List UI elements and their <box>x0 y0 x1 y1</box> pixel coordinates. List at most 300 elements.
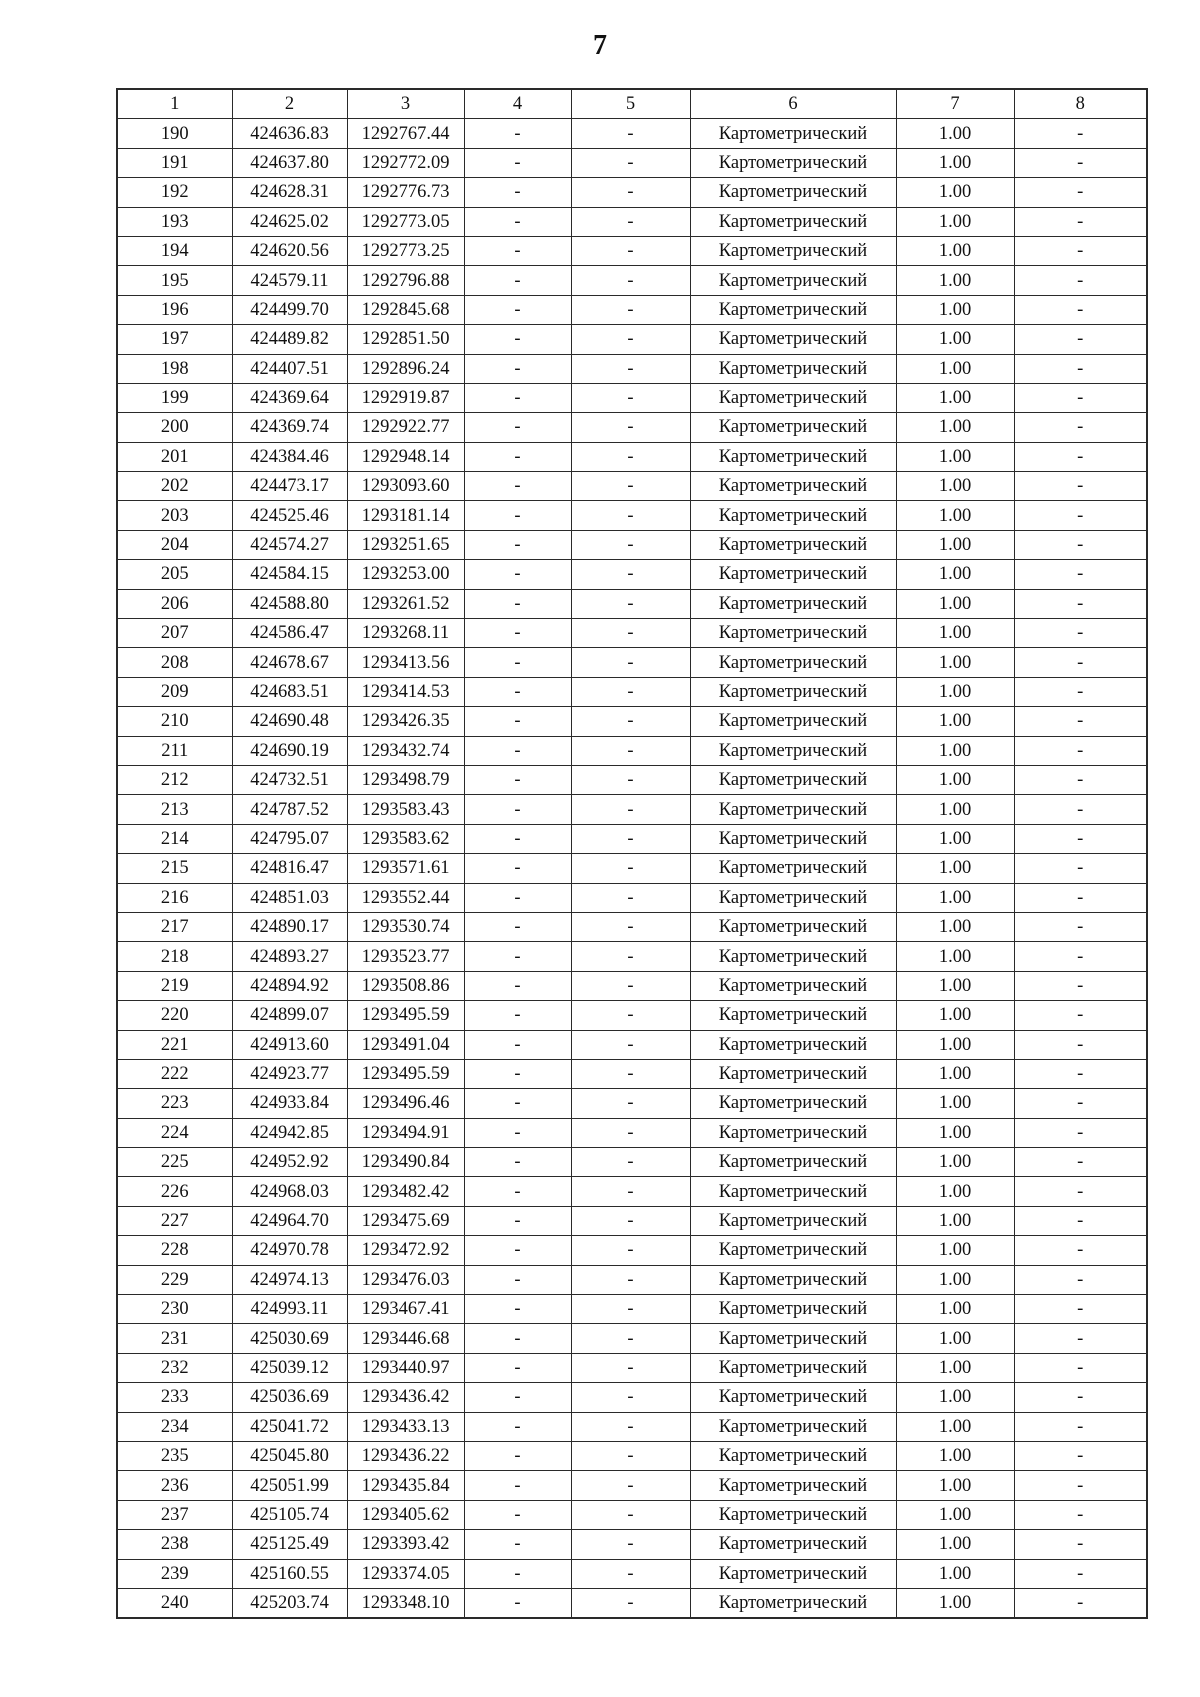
coord-x-cell: 424588.80 <box>232 589 347 618</box>
accuracy-cell: 1.00 <box>896 354 1014 383</box>
coord-x-cell: 424993.11 <box>232 1295 347 1324</box>
col-5-cell: - <box>571 707 690 736</box>
coord-y-cell: 1293495.59 <box>347 1001 464 1030</box>
point-number-cell: 225 <box>117 1148 232 1177</box>
method-cell: Картометрический <box>690 560 896 589</box>
col-8-cell: - <box>1014 1441 1147 1470</box>
coord-x-cell: 425030.69 <box>232 1324 347 1353</box>
col-4-cell: - <box>464 354 571 383</box>
table-row <box>117 295 1147 324</box>
coord-x-cell: 424970.78 <box>232 1236 347 1265</box>
method-cell: Картометрический <box>690 1383 896 1412</box>
point-number-cell: 231 <box>117 1324 232 1353</box>
col-8-cell: - <box>1014 354 1147 383</box>
table-row <box>117 1500 1147 1529</box>
col-4-cell: - <box>464 472 571 501</box>
col-8-cell: - <box>1014 1177 1147 1206</box>
method-cell: Картометрический <box>690 677 896 706</box>
table-row <box>117 266 1147 295</box>
point-number-cell: 221 <box>117 1030 232 1059</box>
coord-y-cell: 1293491.04 <box>347 1030 464 1059</box>
table-row <box>117 824 1147 853</box>
method-cell: Картометрический <box>690 1148 896 1177</box>
col-5-cell: - <box>571 795 690 824</box>
coordinates-table <box>116 88 1148 1619</box>
accuracy-cell: 1.00 <box>896 560 1014 589</box>
point-number-cell: 224 <box>117 1118 232 1147</box>
point-number-cell: 230 <box>117 1295 232 1324</box>
table-row <box>117 325 1147 354</box>
table-row <box>117 383 1147 412</box>
table-row <box>117 148 1147 177</box>
coord-x-cell: 424678.67 <box>232 648 347 677</box>
coord-y-cell: 1293583.43 <box>347 795 464 824</box>
col-5-cell: - <box>571 736 690 765</box>
coord-y-cell: 1293268.11 <box>347 619 464 648</box>
col-4-cell: - <box>464 677 571 706</box>
point-number-cell: 227 <box>117 1206 232 1235</box>
coord-x-cell: 424369.74 <box>232 413 347 442</box>
col-4-cell: - <box>464 1089 571 1118</box>
col-4-cell: - <box>464 1559 571 1588</box>
coord-y-cell: 1293571.61 <box>347 854 464 883</box>
coord-y-cell: 1293253.00 <box>347 560 464 589</box>
coord-y-cell: 1293496.46 <box>347 1089 464 1118</box>
table-row <box>117 1383 1147 1412</box>
method-cell: Картометрический <box>690 413 896 442</box>
coord-x-cell: 425105.74 <box>232 1500 347 1529</box>
accuracy-cell: 1.00 <box>896 1412 1014 1441</box>
method-cell: Картометрический <box>690 912 896 941</box>
table-row <box>117 765 1147 794</box>
point-number-cell: 234 <box>117 1412 232 1441</box>
col-5-cell: - <box>571 1265 690 1294</box>
point-number-cell: 220 <box>117 1001 232 1030</box>
accuracy-cell: 1.00 <box>896 1559 1014 1588</box>
coord-y-cell: 1293508.86 <box>347 971 464 1000</box>
coord-y-cell: 1293583.62 <box>347 824 464 853</box>
col-8-cell: - <box>1014 413 1147 442</box>
coord-x-cell: 424625.02 <box>232 207 347 236</box>
accuracy-cell: 1.00 <box>896 1089 1014 1118</box>
col-4-cell: - <box>464 413 571 442</box>
col-8-cell: - <box>1014 1030 1147 1059</box>
accuracy-cell: 1.00 <box>896 677 1014 706</box>
method-cell: Картометрический <box>690 148 896 177</box>
table-row <box>117 442 1147 471</box>
coord-x-cell: 424894.92 <box>232 971 347 1000</box>
col-8-cell: - <box>1014 383 1147 412</box>
point-number-cell: 190 <box>117 119 232 148</box>
col-4-cell: - <box>464 736 571 765</box>
col-8-cell: - <box>1014 942 1147 971</box>
point-number-cell: 215 <box>117 854 232 883</box>
accuracy-cell: 1.00 <box>896 971 1014 1000</box>
accuracy-cell: 1.00 <box>896 1500 1014 1529</box>
point-number-cell: 219 <box>117 971 232 1000</box>
col-4-cell: - <box>464 589 571 618</box>
col-4-cell: - <box>464 1412 571 1441</box>
col-4-cell: - <box>464 971 571 1000</box>
col-8-cell: - <box>1014 1559 1147 1588</box>
coord-x-cell: 425125.49 <box>232 1530 347 1559</box>
coord-y-cell: 1293494.91 <box>347 1118 464 1147</box>
coord-x-cell: 424489.82 <box>232 325 347 354</box>
coord-x-cell: 424369.64 <box>232 383 347 412</box>
accuracy-cell: 1.00 <box>896 1206 1014 1235</box>
table-row <box>117 119 1147 148</box>
method-cell: Картометрический <box>690 883 896 912</box>
table-row <box>117 1089 1147 1118</box>
coord-x-cell: 424690.48 <box>232 707 347 736</box>
point-number-cell: 223 <box>117 1089 232 1118</box>
accuracy-cell: 1.00 <box>896 413 1014 442</box>
method-cell: Картометрический <box>690 1206 896 1235</box>
coord-x-cell: 424952.92 <box>232 1148 347 1177</box>
col-8-cell: - <box>1014 472 1147 501</box>
header-row <box>117 89 1147 119</box>
table-header <box>117 89 1147 119</box>
point-number-cell: 205 <box>117 560 232 589</box>
accuracy-cell: 1.00 <box>896 765 1014 794</box>
coord-x-cell: 424964.70 <box>232 1206 347 1235</box>
coord-y-cell: 1293495.59 <box>347 1059 464 1088</box>
accuracy-cell: 1.00 <box>896 119 1014 148</box>
coord-y-cell: 1293432.74 <box>347 736 464 765</box>
accuracy-cell: 1.00 <box>896 148 1014 177</box>
coord-y-cell: 1293482.42 <box>347 1177 464 1206</box>
col-8-cell: - <box>1014 1089 1147 1118</box>
col-8-cell: - <box>1014 1236 1147 1265</box>
col-8-cell: - <box>1014 1295 1147 1324</box>
point-number-cell: 237 <box>117 1500 232 1529</box>
coord-x-cell: 424913.60 <box>232 1030 347 1059</box>
col-8-cell: - <box>1014 1471 1147 1500</box>
point-number-cell: 208 <box>117 648 232 677</box>
table-row <box>117 1118 1147 1147</box>
coord-y-cell: 1293475.69 <box>347 1206 464 1235</box>
coord-x-cell: 424968.03 <box>232 1177 347 1206</box>
col-5-cell: - <box>571 1148 690 1177</box>
table-row <box>117 1148 1147 1177</box>
method-cell: Картометрический <box>690 765 896 794</box>
method-cell: Картометрический <box>690 1471 896 1500</box>
col-8-cell: - <box>1014 619 1147 648</box>
accuracy-cell: 1.00 <box>896 207 1014 236</box>
table-row <box>117 530 1147 559</box>
col-4-cell: - <box>464 1148 571 1177</box>
col-4-cell: - <box>464 1265 571 1294</box>
point-number-cell: 191 <box>117 148 232 177</box>
col-4-cell: - <box>464 148 571 177</box>
table-row <box>117 1206 1147 1235</box>
accuracy-cell: 1.00 <box>896 1059 1014 1088</box>
accuracy-cell: 1.00 <box>896 472 1014 501</box>
col-5-cell: - <box>571 236 690 265</box>
accuracy-cell: 1.00 <box>896 854 1014 883</box>
col-5-cell: - <box>571 824 690 853</box>
col-4-cell: - <box>464 1530 571 1559</box>
method-cell: Картометрический <box>690 1001 896 1030</box>
column-header-5: 5 <box>571 89 690 119</box>
method-cell: Картометрический <box>690 1265 896 1294</box>
coord-y-cell: 1292796.88 <box>347 266 464 295</box>
col-5-cell: - <box>571 1206 690 1235</box>
accuracy-cell: 1.00 <box>896 736 1014 765</box>
point-number-cell: 192 <box>117 178 232 207</box>
point-number-cell: 194 <box>117 236 232 265</box>
col-5-cell: - <box>571 119 690 148</box>
col-8-cell: - <box>1014 1118 1147 1147</box>
table-row <box>117 677 1147 706</box>
table-row <box>117 1588 1147 1618</box>
col-5-cell: - <box>571 325 690 354</box>
coord-x-cell: 424499.70 <box>232 295 347 324</box>
col-5-cell: - <box>571 648 690 677</box>
table-row <box>117 648 1147 677</box>
col-5-cell: - <box>571 383 690 412</box>
table-row <box>117 1059 1147 1088</box>
accuracy-cell: 1.00 <box>896 1295 1014 1324</box>
method-cell: Картометрический <box>690 236 896 265</box>
table-row <box>117 1265 1147 1294</box>
accuracy-cell: 1.00 <box>896 178 1014 207</box>
coord-y-cell: 1293433.13 <box>347 1412 464 1441</box>
table-row <box>117 1236 1147 1265</box>
coord-x-cell: 424628.31 <box>232 178 347 207</box>
point-number-cell: 195 <box>117 266 232 295</box>
coord-y-cell: 1292767.44 <box>347 119 464 148</box>
coord-y-cell: 1293348.10 <box>347 1588 464 1618</box>
accuracy-cell: 1.00 <box>896 530 1014 559</box>
col-8-cell: - <box>1014 1500 1147 1529</box>
table-row <box>117 854 1147 883</box>
coord-y-cell: 1292776.73 <box>347 178 464 207</box>
col-4-cell: - <box>464 325 571 354</box>
col-8-cell: - <box>1014 677 1147 706</box>
coord-x-cell: 424899.07 <box>232 1001 347 1030</box>
method-cell: Картометрический <box>690 736 896 765</box>
method-cell: Картометрический <box>690 354 896 383</box>
column-header-2: 2 <box>232 89 347 119</box>
col-8-cell: - <box>1014 589 1147 618</box>
col-5-cell: - <box>571 883 690 912</box>
col-8-cell: - <box>1014 148 1147 177</box>
accuracy-cell: 1.00 <box>896 824 1014 853</box>
table-row <box>117 236 1147 265</box>
col-8-cell: - <box>1014 971 1147 1000</box>
point-number-cell: 203 <box>117 501 232 530</box>
column-header-1: 1 <box>117 89 232 119</box>
method-cell: Картометрический <box>690 1441 896 1470</box>
col-8-cell: - <box>1014 648 1147 677</box>
coord-x-cell: 424933.84 <box>232 1089 347 1118</box>
accuracy-cell: 1.00 <box>896 912 1014 941</box>
point-number-cell: 193 <box>117 207 232 236</box>
accuracy-cell: 1.00 <box>896 1118 1014 1147</box>
col-5-cell: - <box>571 1118 690 1147</box>
table-row <box>117 912 1147 941</box>
coord-x-cell: 424525.46 <box>232 501 347 530</box>
coord-y-cell: 1292845.68 <box>347 295 464 324</box>
column-header-3: 3 <box>347 89 464 119</box>
accuracy-cell: 1.00 <box>896 1265 1014 1294</box>
method-cell: Картометрический <box>690 530 896 559</box>
col-8-cell: - <box>1014 295 1147 324</box>
table-row <box>117 1295 1147 1324</box>
coord-y-cell: 1293446.68 <box>347 1324 464 1353</box>
col-8-cell: - <box>1014 1206 1147 1235</box>
page-number: 7 <box>593 30 607 61</box>
coord-y-cell: 1293181.14 <box>347 501 464 530</box>
table-row <box>117 178 1147 207</box>
accuracy-cell: 1.00 <box>896 1177 1014 1206</box>
method-cell: Картометрический <box>690 325 896 354</box>
col-5-cell: - <box>571 560 690 589</box>
coord-y-cell: 1292922.77 <box>347 413 464 442</box>
table-row <box>117 1441 1147 1470</box>
table-row <box>117 942 1147 971</box>
coord-y-cell: 1293374.05 <box>347 1559 464 1588</box>
method-cell: Картометрический <box>690 1412 896 1441</box>
coord-y-cell: 1292919.87 <box>347 383 464 412</box>
col-8-cell: - <box>1014 178 1147 207</box>
point-number-cell: 217 <box>117 912 232 941</box>
col-4-cell: - <box>464 912 571 941</box>
table-row <box>117 1001 1147 1030</box>
point-number-cell: 213 <box>117 795 232 824</box>
col-5-cell: - <box>571 178 690 207</box>
col-8-cell: - <box>1014 442 1147 471</box>
accuracy-cell: 1.00 <box>896 1148 1014 1177</box>
col-5-cell: - <box>571 530 690 559</box>
point-number-cell: 235 <box>117 1441 232 1470</box>
col-5-cell: - <box>571 1295 690 1324</box>
coord-y-cell: 1293523.77 <box>347 942 464 971</box>
col-4-cell: - <box>464 295 571 324</box>
coord-x-cell: 424407.51 <box>232 354 347 383</box>
method-cell: Картометрический <box>690 1295 896 1324</box>
method-cell: Картометрический <box>690 1530 896 1559</box>
coord-y-cell: 1293436.22 <box>347 1441 464 1470</box>
col-8-cell: - <box>1014 707 1147 736</box>
coord-y-cell: 1292772.09 <box>347 148 464 177</box>
point-number-cell: 218 <box>117 942 232 971</box>
accuracy-cell: 1.00 <box>896 1324 1014 1353</box>
col-5-cell: - <box>571 266 690 295</box>
col-8-cell: - <box>1014 501 1147 530</box>
accuracy-cell: 1.00 <box>896 795 1014 824</box>
accuracy-cell: 1.00 <box>896 707 1014 736</box>
col-4-cell: - <box>464 707 571 736</box>
accuracy-cell: 1.00 <box>896 325 1014 354</box>
col-8-cell: - <box>1014 824 1147 853</box>
column-header-7: 7 <box>896 89 1014 119</box>
coord-x-cell: 424816.47 <box>232 854 347 883</box>
table-row <box>117 560 1147 589</box>
point-number-cell: 238 <box>117 1530 232 1559</box>
coord-x-cell: 424690.19 <box>232 736 347 765</box>
method-cell: Картометрический <box>690 472 896 501</box>
col-5-cell: - <box>571 1059 690 1088</box>
method-cell: Картометрический <box>690 648 896 677</box>
coord-y-cell: 1293393.42 <box>347 1530 464 1559</box>
method-cell: Картометрический <box>690 824 896 853</box>
point-number-cell: 236 <box>117 1471 232 1500</box>
method-cell: Картометрический <box>690 383 896 412</box>
point-number-cell: 228 <box>117 1236 232 1265</box>
table-row <box>117 413 1147 442</box>
col-5-cell: - <box>571 1030 690 1059</box>
method-cell: Картометрический <box>690 119 896 148</box>
coord-x-cell: 424787.52 <box>232 795 347 824</box>
col-8-cell: - <box>1014 1412 1147 1441</box>
col-8-cell: - <box>1014 1001 1147 1030</box>
table-row <box>117 1177 1147 1206</box>
coord-x-cell: 424584.15 <box>232 560 347 589</box>
coord-x-cell: 424942.85 <box>232 1118 347 1147</box>
accuracy-cell: 1.00 <box>896 236 1014 265</box>
coord-y-cell: 1292773.05 <box>347 207 464 236</box>
col-5-cell: - <box>571 677 690 706</box>
col-8-cell: - <box>1014 765 1147 794</box>
col-5-cell: - <box>571 971 690 1000</box>
col-5-cell: - <box>571 619 690 648</box>
col-5-cell: - <box>571 1441 690 1470</box>
accuracy-cell: 1.00 <box>896 1530 1014 1559</box>
col-5-cell: - <box>571 1588 690 1618</box>
col-4-cell: - <box>464 383 571 412</box>
col-4-cell: - <box>464 1118 571 1147</box>
col-5-cell: - <box>571 354 690 383</box>
col-8-cell: - <box>1014 854 1147 883</box>
table-row <box>117 883 1147 912</box>
point-number-cell: 204 <box>117 530 232 559</box>
table-row <box>117 736 1147 765</box>
point-number-cell: 198 <box>117 354 232 383</box>
coord-x-cell: 424586.47 <box>232 619 347 648</box>
table-row <box>117 1412 1147 1441</box>
method-cell: Картометрический <box>690 795 896 824</box>
point-number-cell: 232 <box>117 1353 232 1382</box>
table-row <box>117 707 1147 736</box>
col-5-cell: - <box>571 501 690 530</box>
accuracy-cell: 1.00 <box>896 1588 1014 1618</box>
col-5-cell: - <box>571 148 690 177</box>
point-number-cell: 207 <box>117 619 232 648</box>
coord-y-cell: 1292896.24 <box>347 354 464 383</box>
col-8-cell: - <box>1014 1588 1147 1618</box>
coord-x-cell: 424923.77 <box>232 1059 347 1088</box>
col-4-cell: - <box>464 1441 571 1470</box>
coord-y-cell: 1293251.65 <box>347 530 464 559</box>
accuracy-cell: 1.00 <box>896 1441 1014 1470</box>
point-number-cell: 240 <box>117 1588 232 1618</box>
method-cell: Картометрический <box>690 942 896 971</box>
accuracy-cell: 1.00 <box>896 1383 1014 1412</box>
table-row <box>117 971 1147 1000</box>
col-8-cell: - <box>1014 266 1147 295</box>
coord-x-cell: 424893.27 <box>232 942 347 971</box>
col-4-cell: - <box>464 1471 571 1500</box>
column-header-6: 6 <box>690 89 896 119</box>
method-cell: Картометрический <box>690 178 896 207</box>
col-8-cell: - <box>1014 1324 1147 1353</box>
method-cell: Картометрический <box>690 442 896 471</box>
method-cell: Картометрический <box>690 1177 896 1206</box>
col-4-cell: - <box>464 442 571 471</box>
coord-y-cell: 1293476.03 <box>347 1265 464 1294</box>
